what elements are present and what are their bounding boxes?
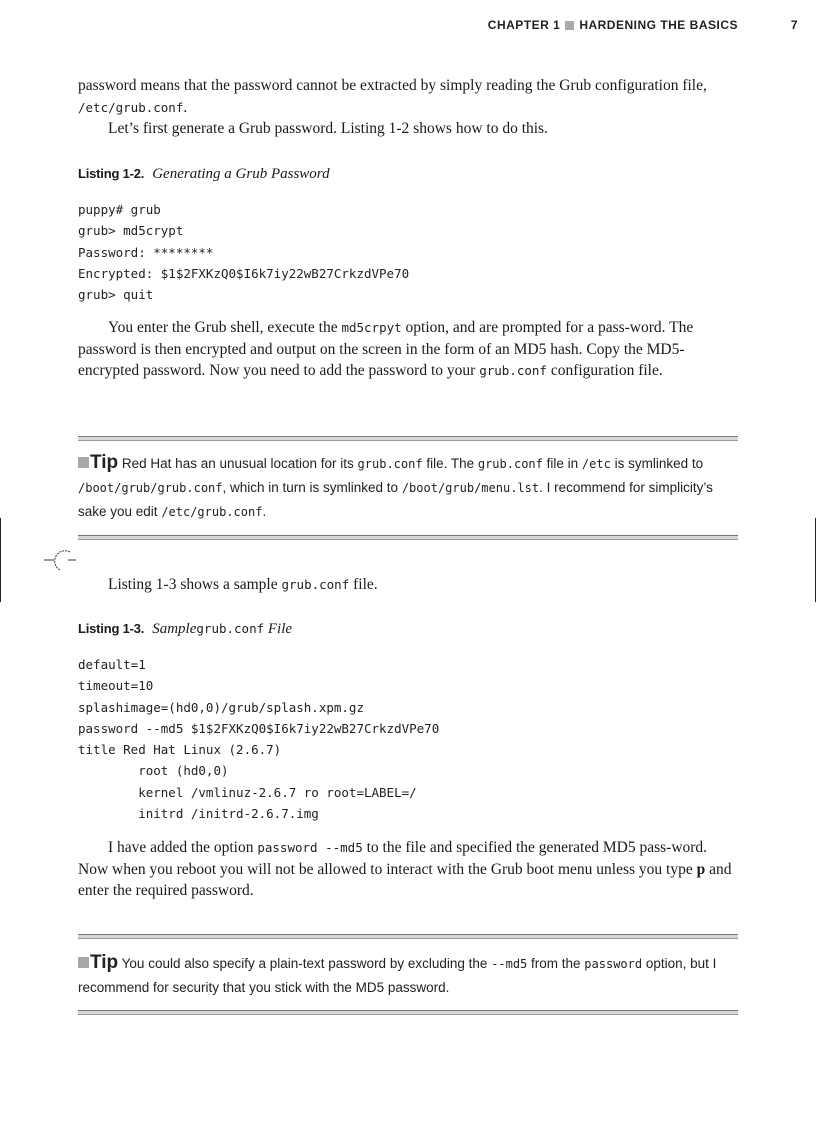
tip-square-icon [78, 957, 89, 968]
listing-label: Listing 1-2. [78, 166, 145, 181]
tip-1-top-rule [78, 436, 738, 441]
tip-1-text-f: . I recommend for simplicity’s sake you edit [78, 480, 713, 519]
paragraph-4 [78, 574, 738, 596]
tip-1-text-c: file in [542, 456, 582, 471]
chapter-title [488, 18, 738, 32]
paragraph-5-code: password --md5 [257, 840, 363, 855]
paragraph-3-text-c: configuration file. [546, 362, 663, 379]
registration-mark-icon [44, 548, 78, 576]
running-header [0, 16, 816, 34]
tip-1-code-4: /boot/grub/grub.conf [78, 481, 223, 495]
paragraph-3-code-1: md5crpyt [341, 320, 402, 335]
listing-1-3-caption [78, 621, 292, 638]
tip-2 [78, 951, 738, 999]
tip-label: Tip [90, 952, 119, 973]
tip-1-text-d: is symlinked to [610, 456, 704, 471]
tip-1-code-3: /etc [581, 457, 611, 471]
paragraph-1-text: password means that the password cannot be extracted by simply reading the Grub configuration file, [78, 77, 707, 94]
paragraph-4-text-a: Listing 1-3 shows a sample [108, 576, 282, 593]
tip-2-top-rule [78, 934, 738, 939]
paragraph-1-code: /etc/grub.conf [78, 99, 184, 115]
tip-1-code-6: /etc/grub.conf [161, 505, 263, 519]
paragraph-3-code-2: grub.conf [479, 363, 547, 378]
listing-title: Generating a Grub Password [152, 166, 330, 182]
paragraph-1 [78, 75, 738, 118]
paragraph-4-text-b: file. [349, 576, 378, 593]
paragraph-1-end: . [183, 98, 188, 116]
crop-mark-left [0, 518, 1, 602]
tip-1-bottom-rule [78, 535, 738, 540]
listing-title-code: grub.conf [196, 621, 265, 636]
tip-2-bottom-rule [78, 1010, 738, 1015]
tip-1-text-g: . [262, 504, 267, 519]
tip-1-text-a: Red Hat has an unusual location for its [118, 456, 358, 471]
page-number: 7 [790, 18, 798, 32]
tip-1-text-e: , which in turn is symlinked to [222, 480, 402, 495]
listing-title-b: File [267, 621, 293, 637]
paragraph-2: Let’s first generate a Grub password. Listing 1-2 shows how to do this. [108, 120, 548, 137]
paragraph-5-bold: p [696, 860, 706, 878]
paragraph-3-text-a: You enter the Grub shell, execute the [108, 319, 342, 336]
tip-1-code-2: grub.conf [477, 457, 543, 471]
tip-2-code-2: password [584, 957, 643, 971]
chapter-label: CHAPTER 1 [487, 18, 561, 32]
listing-title-a: Sample [152, 621, 197, 637]
paragraph-5-text-a: I have added the option [108, 839, 258, 856]
listing-label: Listing 1-3. [78, 621, 145, 636]
tip-2-code-1: --md5 [491, 957, 528, 971]
tip-1-code-5: /boot/grub/menu.lst [401, 481, 540, 495]
tip-2-text-c: option, but I recommend for security that you stick with the MD5 password. [78, 956, 717, 995]
tip-square-icon [78, 457, 89, 468]
listing-1-3-code: default=1 timeout=10 splashimage=(hd0,0)/grub/splash.xpm.gz password --md5 $1$2FXKzQ0$I6k7iy22wB27CrkzdVPe70 title Red Hat Linux (2.6.7) root (hd0,0) kernel /vmlinuz-2.6.7 ro root=LABEL=/ initrd /initrd-2.6.7.img [78, 657, 440, 822]
paragraph-3-text-b: option, and are prompted for a pass-word. The password is then encrypted and output on the screen in the form of an MD5 hash. Copy the MD5-encrypted password. Now you need to add the password to your [78, 319, 694, 379]
tip-label: Tip [90, 452, 119, 473]
section-label: HARDENING THE BASICS [579, 18, 738, 32]
separator-square-icon [565, 21, 574, 30]
paragraph-5-text-b: to the file and specified the generated MD5 pass-word. Now when you reboot you will not be allowed to interact with the Grub boot menu unless you type [78, 839, 708, 878]
tip-1 [78, 451, 738, 524]
paragraph-4-code: grub.conf [281, 577, 350, 592]
tip-1-text-b: file. The [422, 456, 478, 471]
listing-1-2-code: puppy# grub grub> md5crypt Password: ******** Encrypted: $1$2FXKzQ0$I6k7iy22wB27CrkzdVPe70 grub> quit [78, 202, 410, 303]
paragraph-5 [78, 837, 738, 902]
tip-2-text-b: from the [527, 956, 585, 971]
tip-2-text-a: You could also specify a plain-text password by excluding the [118, 956, 492, 971]
listing-1-2-caption [78, 166, 330, 183]
paragraph-3 [78, 317, 738, 382]
tip-1-code-1: grub.conf [357, 457, 423, 471]
paragraph-5-text-c: and enter the required password. [78, 860, 732, 899]
